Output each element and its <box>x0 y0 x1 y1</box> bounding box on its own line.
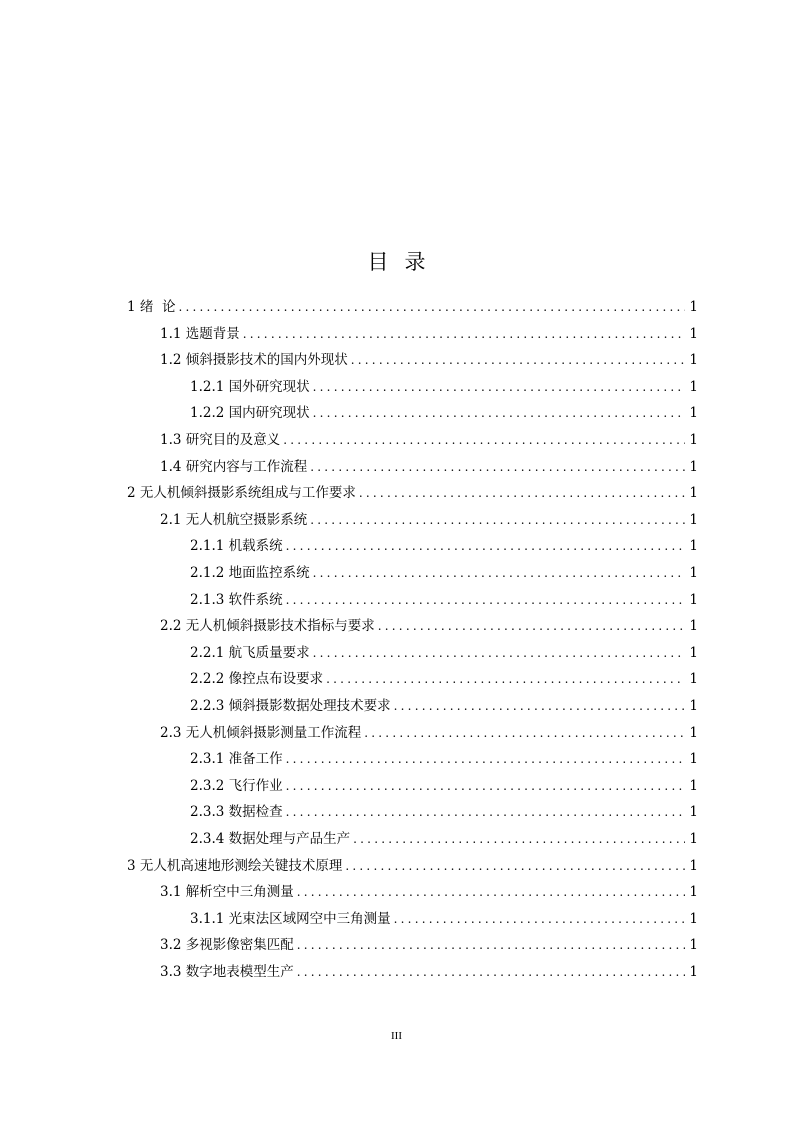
toc-entry-title: 1.4 研究内容与工作流程 <box>160 458 308 475</box>
dot-leader <box>313 400 686 426</box>
toc-entry-page: 1 <box>689 378 698 395</box>
toc-entry-page: 1 <box>689 831 698 847</box>
toc-entry-page: 1 <box>689 325 698 342</box>
toc-entry-title: 1.2.1 国外研究现状 <box>190 378 310 395</box>
toc-entry-title: 2.3.2 飞行作业 <box>190 777 283 794</box>
dot-leader <box>286 746 686 772</box>
toc-entry-page: 1 <box>689 751 698 768</box>
toc-entry-title: 2.1.3 软件系统 <box>190 591 283 608</box>
toc-entry-page: 1 <box>689 910 698 927</box>
toc-entry[interactable] <box>127 853 698 879</box>
toc-entry-page: 1 <box>689 405 698 422</box>
toc-entry[interactable] <box>160 613 698 639</box>
toc-entry[interactable] <box>127 480 698 506</box>
page-title: 目录 <box>367 250 442 274</box>
toc-entry-title: 3.3 数字地表模型生产 <box>160 964 294 980</box>
toc-entry[interactable] <box>160 347 698 373</box>
toc-entry[interactable] <box>190 533 698 559</box>
toc-entry-title: 2.1.1 机载系统 <box>190 538 283 555</box>
toc-entry-title: 2.2 无人机倾斜摄影技术指标与要求 <box>160 618 375 635</box>
toc-entry-page: 1 <box>689 644 698 661</box>
toc-entry-page: 1 <box>689 458 698 475</box>
dot-leader <box>394 906 686 932</box>
page-number: III <box>391 1030 402 1042</box>
dot-leader <box>286 587 686 613</box>
toc-entry[interactable] <box>160 720 698 746</box>
toc-entry-page: 1 <box>689 432 698 448</box>
toc-entry[interactable] <box>190 640 698 666</box>
toc-entry-page: 1 <box>689 857 698 874</box>
toc-entry-title: 2.3.1 准备工作 <box>190 751 283 768</box>
toc-entry-title: 2.2.1 航飞质量要求 <box>190 644 310 661</box>
toc-entry-title: 2 无人机倾斜摄影系统组成与工作要求 <box>127 485 356 502</box>
toc-entry-page: 1 <box>689 698 698 714</box>
toc-entry[interactable] <box>190 400 698 426</box>
toc-entry-title: 2.3.3 数据检查 <box>190 804 283 821</box>
toc-entry[interactable] <box>160 454 698 480</box>
toc-entry-page: 1 <box>689 591 698 608</box>
toc-entry[interactable] <box>160 932 698 958</box>
dot-leader <box>351 347 686 373</box>
dot-leader <box>178 294 685 320</box>
toc-entry[interactable] <box>190 560 698 586</box>
toc-entry-title: 2.1.2 地面监控系统 <box>190 565 310 581</box>
toc-entry-title: 3 无人机高速地形测绘关键技术原理 <box>127 857 343 874</box>
dot-leader <box>286 533 686 559</box>
toc-entry-page: 1 <box>689 964 698 980</box>
dot-leader <box>297 879 686 905</box>
toc-entry-page: 1 <box>689 485 698 502</box>
toc-entry[interactable] <box>190 906 698 932</box>
toc-entry[interactable] <box>190 746 698 772</box>
dot-leader <box>378 613 686 639</box>
dot-leader <box>243 321 686 347</box>
toc-entry-title: 1 绪 论 <box>127 299 176 315</box>
toc-entry-title: 2.2.3 倾斜摄影数据处理技术要求 <box>190 698 391 714</box>
dot-leader <box>353 826 685 852</box>
toc-entry[interactable] <box>190 374 698 400</box>
toc-entry[interactable] <box>127 294 698 320</box>
toc-entry-title: 1.2 倾斜摄影技术的国内外现状 <box>160 352 348 369</box>
dot-leader <box>313 640 686 666</box>
toc-entry-page: 1 <box>689 565 698 581</box>
dot-leader <box>359 480 686 506</box>
toc-entry-page: 1 <box>689 937 698 954</box>
dot-leader <box>364 720 685 746</box>
dot-leader <box>326 666 685 692</box>
toc-entry-page: 1 <box>689 538 698 555</box>
toc-entry[interactable] <box>190 826 698 852</box>
toc-entry-title: 2.3.4 数据处理与产品生产 <box>190 831 351 847</box>
toc-entry-page: 1 <box>689 724 698 741</box>
dot-leader <box>345 853 685 879</box>
dot-leader <box>310 454 685 480</box>
toc-entry-title: 1.3 研究目的及意义 <box>160 432 281 448</box>
dot-leader <box>286 799 686 825</box>
dot-leader <box>313 560 686 586</box>
dot-leader <box>297 932 686 958</box>
toc-entry-page: 1 <box>689 804 698 821</box>
toc-entry-title: 3.2 多视影像密集匹配 <box>160 937 294 954</box>
dot-leader <box>313 374 686 400</box>
toc-entry-title: 2.2.2 像控点布设要求 <box>190 671 324 688</box>
toc-entry-page: 1 <box>689 884 698 901</box>
toc-entry-title: 1.1 选题背景 <box>160 325 240 342</box>
dot-leader <box>283 427 685 453</box>
toc-entry[interactable] <box>190 666 698 692</box>
toc-entry[interactable] <box>160 427 698 453</box>
toc-entry[interactable] <box>190 773 698 799</box>
toc-entry-page: 1 <box>689 352 698 369</box>
toc-entry[interactable] <box>190 693 698 719</box>
toc-entry[interactable] <box>160 321 698 347</box>
toc-entry[interactable] <box>190 587 698 613</box>
toc-entry[interactable] <box>160 959 698 985</box>
dot-leader <box>394 693 686 719</box>
toc-entry[interactable] <box>190 799 698 825</box>
toc-entry-title: 3.1 解析空中三角测量 <box>160 884 294 901</box>
dot-leader <box>297 959 686 985</box>
toc-entry-title: 2.1 无人机航空摄影系统 <box>160 511 308 528</box>
dot-leader <box>286 773 686 799</box>
toc-entry-page: 1 <box>689 671 698 688</box>
toc-entry[interactable] <box>160 879 698 905</box>
toc-entry-page: 1 <box>689 618 698 635</box>
toc-entry-page: 1 <box>689 777 698 794</box>
toc-entry-title: 2.3 无人机倾斜摄影测量工作流程 <box>160 724 362 741</box>
toc-entry-page: 1 <box>689 511 698 528</box>
dot-leader <box>310 507 685 533</box>
toc-entry[interactable] <box>160 507 698 533</box>
toc-entry-page: 1 <box>689 299 698 315</box>
toc-entry-title: 3.1.1 光束法区域网空中三角测量 <box>190 910 391 927</box>
toc-entry-title: 1.2.2 国内研究现状 <box>190 405 310 422</box>
